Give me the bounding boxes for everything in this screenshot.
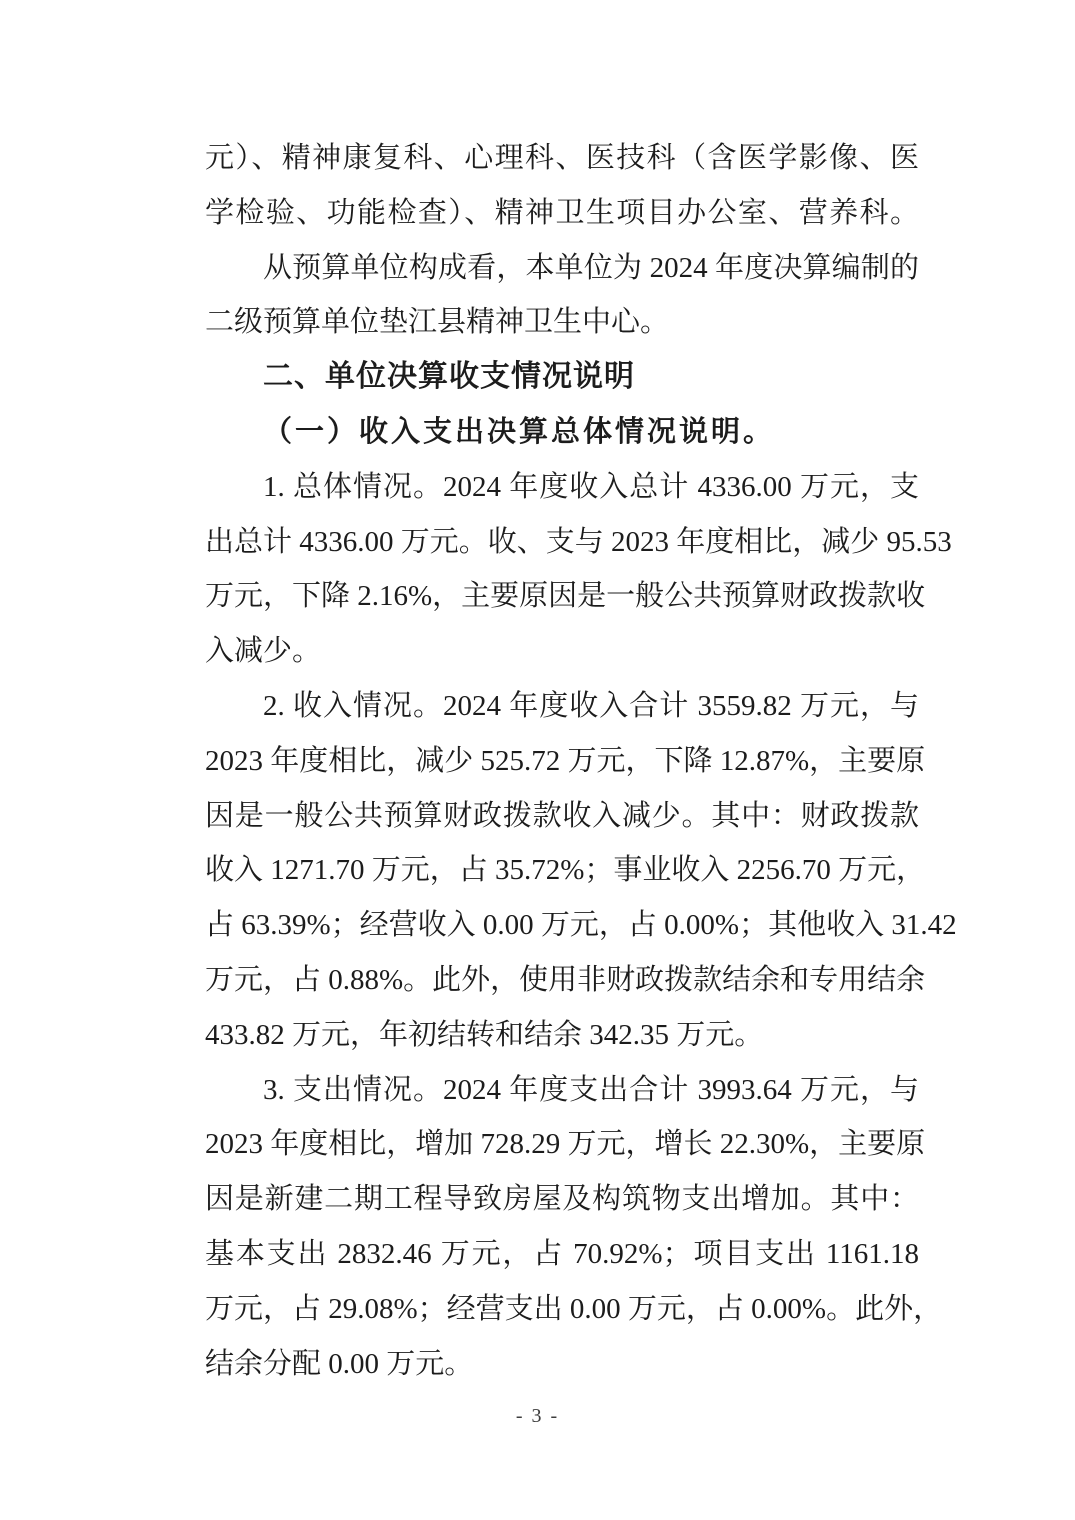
page-number: - 3 - xyxy=(515,1405,560,1427)
body-line: 占 63.39%；经营收入 0.00 万元，占 0.00%；其他收入 31.42 xyxy=(205,909,957,942)
body-line: 基本支出 2832.46 万元，占 70.92%；项目支出 1161.18 xyxy=(205,1237,919,1270)
body-line: 1. 总体情况。2024 年度收入总计 4336.00 万元，支 xyxy=(263,470,919,503)
body-line: 二级预算单位垫江县精神卫生中心。 xyxy=(205,306,670,339)
body-line: 2023 年度相比，增加 728.29 万元，增长 22.30%，主要原 xyxy=(205,1128,926,1161)
body-line: 入减少。 xyxy=(205,635,322,668)
section-heading: 二、单位决算收支情况说明 xyxy=(263,360,635,394)
body-line: 万元，占 0.88%。此外，使用非财政拨款结余和专用结余 xyxy=(205,963,926,996)
document-body xyxy=(205,131,957,1391)
body-line: 因是一般公共预算财政拨款收入减少。其中：财政拨款 xyxy=(205,799,919,832)
subsection-heading: （一）收入支出决算总体情况说明。 xyxy=(263,415,776,448)
body-line: 2023 年度相比，减少 525.72 万元，下降 12.87%，主要原 xyxy=(205,744,926,777)
body-line: 433.82 万元，年初结转和结余 342.35 万元。 xyxy=(205,1018,764,1051)
body-line: 出总计 4336.00 万元。收、支与 2023 年度相比，减少 95.53 xyxy=(205,525,952,558)
body-line: 学检验、功能检查）、精神卫生项目办公室、营养科。 xyxy=(205,196,919,229)
body-line: 结余分配 0.00 万元。 xyxy=(205,1347,474,1380)
body-line: 从预算单位构成看，本单位为 2024 年度决算编制的 xyxy=(263,251,919,284)
body-line: 因是新建二期工程导致房屋及构筑物支出增加。其中： xyxy=(205,1183,919,1216)
body-line: 万元，占 29.08%；经营支出 0.00 万元，占 0.00%。此外， xyxy=(205,1292,943,1325)
body-line: 3. 支出情况。2024 年度支出合计 3993.64 万元，与 xyxy=(263,1073,919,1106)
body-line: 万元，下降 2.16%，主要原因是一般公共预算财政拨款收 xyxy=(205,580,926,613)
body-line: 元）、精神康复科、心理科、医技科（含医学影像、医 xyxy=(205,142,919,174)
body-line: 2. 收入情况。2024 年度收入合计 3559.82 万元，与 xyxy=(263,689,919,722)
body-line: 收入 1271.70 万元，占 35.72%；事业收入 2256.70 万元， xyxy=(205,854,926,887)
